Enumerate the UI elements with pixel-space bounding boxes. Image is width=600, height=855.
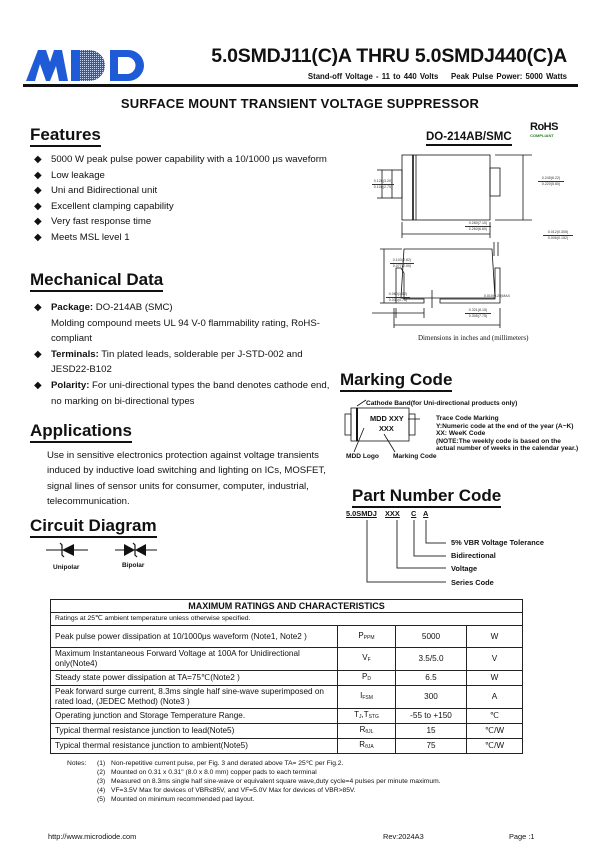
package-title: DO-214AB/SMC <box>426 131 512 146</box>
feature-item: ◆ Uni and Bidirectional unit <box>31 183 331 199</box>
feature-item: ◆ Low leakage <box>31 168 331 184</box>
mechanical-heading: Mechanical Data <box>30 270 163 292</box>
bullet-diamond-icon: ◆ <box>34 348 42 360</box>
feature-item: ◆ Very fast response time <box>31 214 331 230</box>
rohs-label: RoHS <box>530 121 558 133</box>
note-item: (5) Mounted on minimum recommended pad layout. <box>97 796 255 803</box>
marking-code-label: Marking Code <box>393 453 437 460</box>
circuit-section <box>30 516 157 538</box>
table-row: Maximum Instantaneous Forward Voltage at 100A for Unidirectional only(Note4) $V_F$ 3.5/5.0 V <box>51 648 523 671</box>
mechanical-item-polarity: ◆ Polarity: For uni-directional types the band denotes cathode end, no marking on bi-directional types <box>34 379 330 407</box>
feature-item: ◆ 5000 W peak pulse power capability with a 10/1000 μs waveform <box>31 152 331 168</box>
dim-package-height: 0.103(2.62) 0.077(2.00) <box>390 258 414 268</box>
bipolar-label: Bipolar <box>122 562 145 569</box>
bullet-diamond-icon: ◆ <box>34 216 42 228</box>
rohs-compliant-label: COMPLIANT <box>530 133 554 138</box>
note-item: (3) Measured on 8.3ms single half sine-wave or equivalent square wave,duty cycle=4 pulses per minute maximum. <box>97 778 441 785</box>
features-list <box>31 152 331 246</box>
mdd-logo <box>26 48 156 82</box>
bullet-diamond-icon: ◆ <box>34 200 42 212</box>
pn-tolerance-label: 5% VBR Voltage Tolerance <box>451 538 544 547</box>
dimensions-caption: Dimensions in inches and (millimeters) <box>418 334 529 342</box>
document-subtitle <box>308 72 567 81</box>
part-number-section <box>352 486 501 508</box>
unipolar-diode-icon <box>46 542 88 563</box>
dim-lead-width: 0.126(3.20) 0.108(2.75) <box>373 179 393 189</box>
dim-lead-length: 0.060(1.52) 0.030(0.76) <box>386 292 410 302</box>
cathode-band-label: Cathode Band(for Uni-directional products only) <box>366 400 518 407</box>
pn-c: C <box>411 509 417 518</box>
bullet-diamond-icon: ◆ <box>34 185 42 197</box>
unipolar-label: Unipolar <box>53 564 80 571</box>
footer-url[interactable]: http://www.microdiode.com <box>48 832 137 841</box>
mdd-logo-label: MDD Logo <box>346 453 379 460</box>
table-row: Steady state power dissipation at TA=75℃(Note2 ) $P_D$ 6.5 W <box>51 671 523 686</box>
bullet-diamond-icon: ◆ <box>34 231 42 243</box>
circuit-heading: Circuit Diagram <box>30 516 157 538</box>
bullet-diamond-icon: ◆ <box>34 379 42 391</box>
applications-section <box>30 421 132 443</box>
bipolar-diode-icon <box>115 542 157 563</box>
mechanical-list <box>31 300 331 409</box>
ratings-title: MAXIMUM RATINGS AND CHARACTERISTICS <box>51 600 523 613</box>
rohs-badge <box>530 122 562 138</box>
features-heading: Features <box>30 125 101 147</box>
bullet-diamond-icon: ◆ <box>34 302 42 313</box>
main-title: SURFACE MOUNT TRANSIENT VOLTAGE SUPPRESSOR <box>120 96 480 111</box>
table-row: Operating junction and Storage Temperature Range. $T_J,T_{STG}$ -55 to +150 ℃ <box>51 709 523 724</box>
dim-overall-length: 0.321(8.15) 0.305(7.75) <box>465 308 491 318</box>
marking-line-2: XXX <box>379 424 394 433</box>
table-row: Peak forward surge current, 8.3ms single half sine-wave superimposed on rated load, (JEDEC Method) (Note3 ) $I_{FSM}$ 300 A <box>51 686 523 709</box>
marking-line-1: MDD XXY <box>370 414 404 423</box>
table-row: Typical thermal resistance junction to lead(Note5) $R_{\theta JL}$ 15 ℃/W <box>51 724 523 739</box>
footer-page: Page :1 <box>509 832 535 841</box>
applications-heading: Applications <box>30 421 132 443</box>
dim-standoff: 0.010(0.25)MAX <box>483 294 511 298</box>
features-section <box>30 125 101 147</box>
table-row: Typical thermal resistance junction to ambient(Note5) $R_{\theta JA}$ 75 ℃/W <box>51 739 523 754</box>
standoff-voltage: Stand-off Voltage - 11 to 440 Volts <box>307 72 439 81</box>
pn-series: 5.0SMDJ <box>346 509 377 518</box>
part-number-heading: Part Number Code <box>352 486 501 508</box>
marking-heading: Marking Code <box>340 370 452 392</box>
footer-revision: Rev:2024A3 <box>383 832 424 841</box>
document-title: 5.0SMDJ11(C)A THRU 5.0SMDJ440(C)A <box>211 45 567 67</box>
part-number-brackets <box>340 518 460 593</box>
pn-voltage: XXX <box>385 509 400 518</box>
dim-body-height: 0.245(6.22) 0.220(5.60) <box>538 176 564 186</box>
marking-section <box>340 370 452 392</box>
header-rule <box>23 84 578 87</box>
dim-lead-thickness: 0.012(0.305) 0.006(0.152) <box>543 230 573 240</box>
trace-code-desc: Trace Code Marking Y:Numeric code at the end of the year (A~K) XX: WeeK Code (NOTE:The weekly code is based on the actual number of weeks in the calendar year.) <box>436 415 579 452</box>
pn-voltage-label: Voltage <box>451 564 478 573</box>
notes <box>67 759 441 804</box>
mechanical-section <box>30 270 163 292</box>
bullet-diamond-icon: ◆ <box>34 154 42 165</box>
table-row: Peak pulse power dissipation at 10/1000μs waveform (Note1, Note2 ) $P_{PPM}$ 5000 W <box>51 626 523 648</box>
pn-series-label: Series Code <box>451 578 494 587</box>
ratings-table <box>50 599 523 754</box>
peak-pulse-power: Peak Pulse Power: 5000 Watts <box>451 72 567 81</box>
feature-item: ◆ Excellent clamping capability <box>31 199 331 215</box>
applications-text: Use in sensitive electronics protection against voltage transients induced by inductive load switching and lighting on ICs, MOSFET, signal lines of sensor units for consumer, computer, industrial, telecommunication. <box>47 450 326 507</box>
pn-a: A <box>423 509 429 518</box>
mechanical-item-package: ◆ Package: DO-214AB (SMC) Molding compound meets UL 94 V-0 flammability rating, RoHS-compliant <box>34 302 320 345</box>
mechanical-item-terminals: ◆ Terminals: Tin plated leads, solderable per J-STD-002 and JESD22-B102 <box>34 348 303 376</box>
dim-body-length: 0.280(7.10) 0.260(6.60) <box>465 221 491 231</box>
pn-bidirectional-label: Bidirectional <box>451 551 496 560</box>
note-item: (4) VF=3.5V Max for devices of VBR≤85V, and VF=5.0V Max for devices of VBR>85V. <box>97 787 356 794</box>
ratings-subtitle: Ratings at 25℃ ambient temperature unless otherwise specified. <box>51 613 523 626</box>
bullet-diamond-icon: ◆ <box>34 169 42 181</box>
note-item: Notes: (1) Non-repetitive current pulse, per Fig. 3 and derated above TA= 25℃ per Fig.2. <box>67 760 344 767</box>
note-item: (2) Mounted on 0.31 x 0.31" (8.0 x 8.0 mm) copper pads to each terminal <box>97 769 317 776</box>
feature-item: ◆ Meets MSL level 1 <box>31 230 331 246</box>
